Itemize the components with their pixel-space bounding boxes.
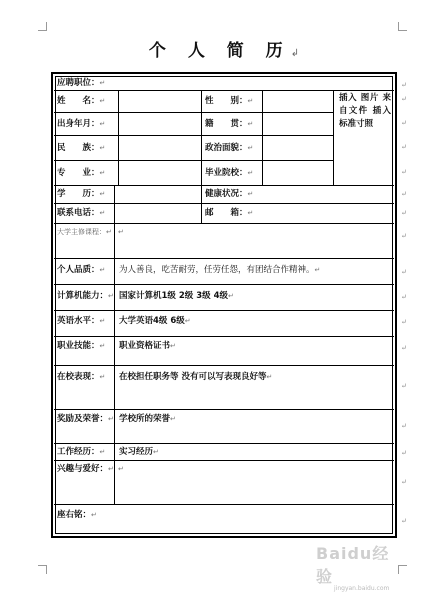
campus-value[interactable]: 在校担任职务等 没有可以写表现良好等↵ [119,372,273,382]
row-end-mark: ↵ [401,232,407,240]
phone-label[interactable]: 联系电话：↵ [57,208,106,218]
name-label[interactable]: 姓 名：↵ [57,96,106,106]
row-line [54,90,394,91]
row-line [54,160,334,161]
row-line [54,310,394,311]
english-value[interactable]: 大学英语4级 6级↵ [119,316,191,326]
hobbies-label[interactable]: 兴趣与爱好：↵ [57,464,114,474]
row-line [54,258,394,259]
row-end-mark: ↵ [401,81,407,89]
political-label[interactable]: 政治面貌：↵ [205,143,254,153]
row-end-mark: ↵ [401,95,407,103]
work-label[interactable]: 工作经历：↵ [57,447,106,457]
motto-label[interactable]: 座右铭：↵ [57,510,97,520]
position-label[interactable]: 应聘职位：↵ [57,78,106,88]
school-label[interactable]: 毕业院校：↵ [205,168,254,178]
courses-label[interactable]: 大学主修课程：↵ [57,228,112,236]
row-end-mark: ↵ [401,168,407,176]
margin-mark-top-left [38,22,47,31]
computer-label[interactable]: 计算机能力：↵ [57,291,114,301]
margin-mark-top-right [398,22,407,31]
birth-label[interactable]: 出身年月：↵ [57,119,106,129]
row-end-mark: ↵ [401,422,407,430]
skills-value[interactable]: 职业资格证书↵ [119,341,176,351]
row-line [54,365,394,366]
watermark-url: jingyan.baidu.com [334,585,390,592]
native-label[interactable]: 籍 贯：↵ [205,119,254,129]
row-line [54,112,334,113]
row-line [54,223,394,224]
return-mark: ↲ [290,48,300,59]
row-end-mark: ↵ [401,478,407,486]
row-end-mark: ↵ [401,318,407,326]
row-end-mark: ↵ [401,119,407,127]
major-label[interactable]: 专 业：↵ [57,168,106,178]
campus-label[interactable]: 在校表现：↵ [57,372,106,382]
row-line [54,460,394,461]
email-label[interactable]: 邮 箱：↵ [205,208,254,218]
row-end-mark: ↵ [401,209,407,217]
row-end-mark: ↵ [401,449,407,457]
hobbies-value[interactable]: ↵ [118,465,124,473]
row-line [54,336,394,337]
column-line [262,90,263,185]
health-label[interactable]: 健康状况：↵ [205,189,254,199]
row-line [54,409,394,410]
computer-value[interactable]: 国家计算机1级 2级 3级 4级↵ [119,291,234,301]
row-end-mark: ↵ [401,344,407,352]
ethnicity-label[interactable]: 民 族：↵ [57,143,106,153]
column-line [118,90,119,185]
photo-cell[interactable]: 插入 图片 来自文件 插入标准寸照 [339,93,391,129]
row-line [54,135,334,136]
row-end-mark: ↵ [401,382,407,390]
page-title[interactable] [0,36,448,61]
column-line [333,90,334,185]
education-label[interactable]: 学 历：↵ [57,189,106,199]
watermark [316,541,402,592]
row-line [54,185,394,186]
row-line [54,203,394,204]
skills-label[interactable]: 职业技能：↵ [57,341,106,351]
row-end-mark: ↵ [401,293,407,301]
row-end-mark: ↵ [401,268,407,276]
watermark-logo: Baidu经验 [316,544,390,586]
character-label[interactable]: 个人品质：↵ [57,265,106,275]
gender-label[interactable]: 性 别：↵ [205,96,254,106]
courses-value[interactable]: ↵ [118,228,124,236]
english-label[interactable]: 英语水平：↵ [57,316,106,326]
column-line [114,185,115,504]
row-end-mark: ↵ [401,517,407,525]
row-line [54,504,394,505]
column-line [201,90,202,223]
work-value[interactable]: 实习经历↵ [119,447,159,457]
character-value[interactable]: 为人善良，吃苦耐劳，任劳任怨，有团结合作精神。↵ [119,265,321,275]
row-line [54,284,394,285]
row-line [54,443,394,444]
title-text: 个 人 简 历 [148,41,291,61]
awards-label[interactable]: 奖励及荣誉：↵ [57,414,114,424]
row-end-mark: ↵ [401,143,407,151]
row-end-mark: ↵ [401,190,407,198]
margin-mark-bottom-left [38,565,47,574]
awards-value[interactable]: 学校所的荣誉↵ [119,414,176,424]
